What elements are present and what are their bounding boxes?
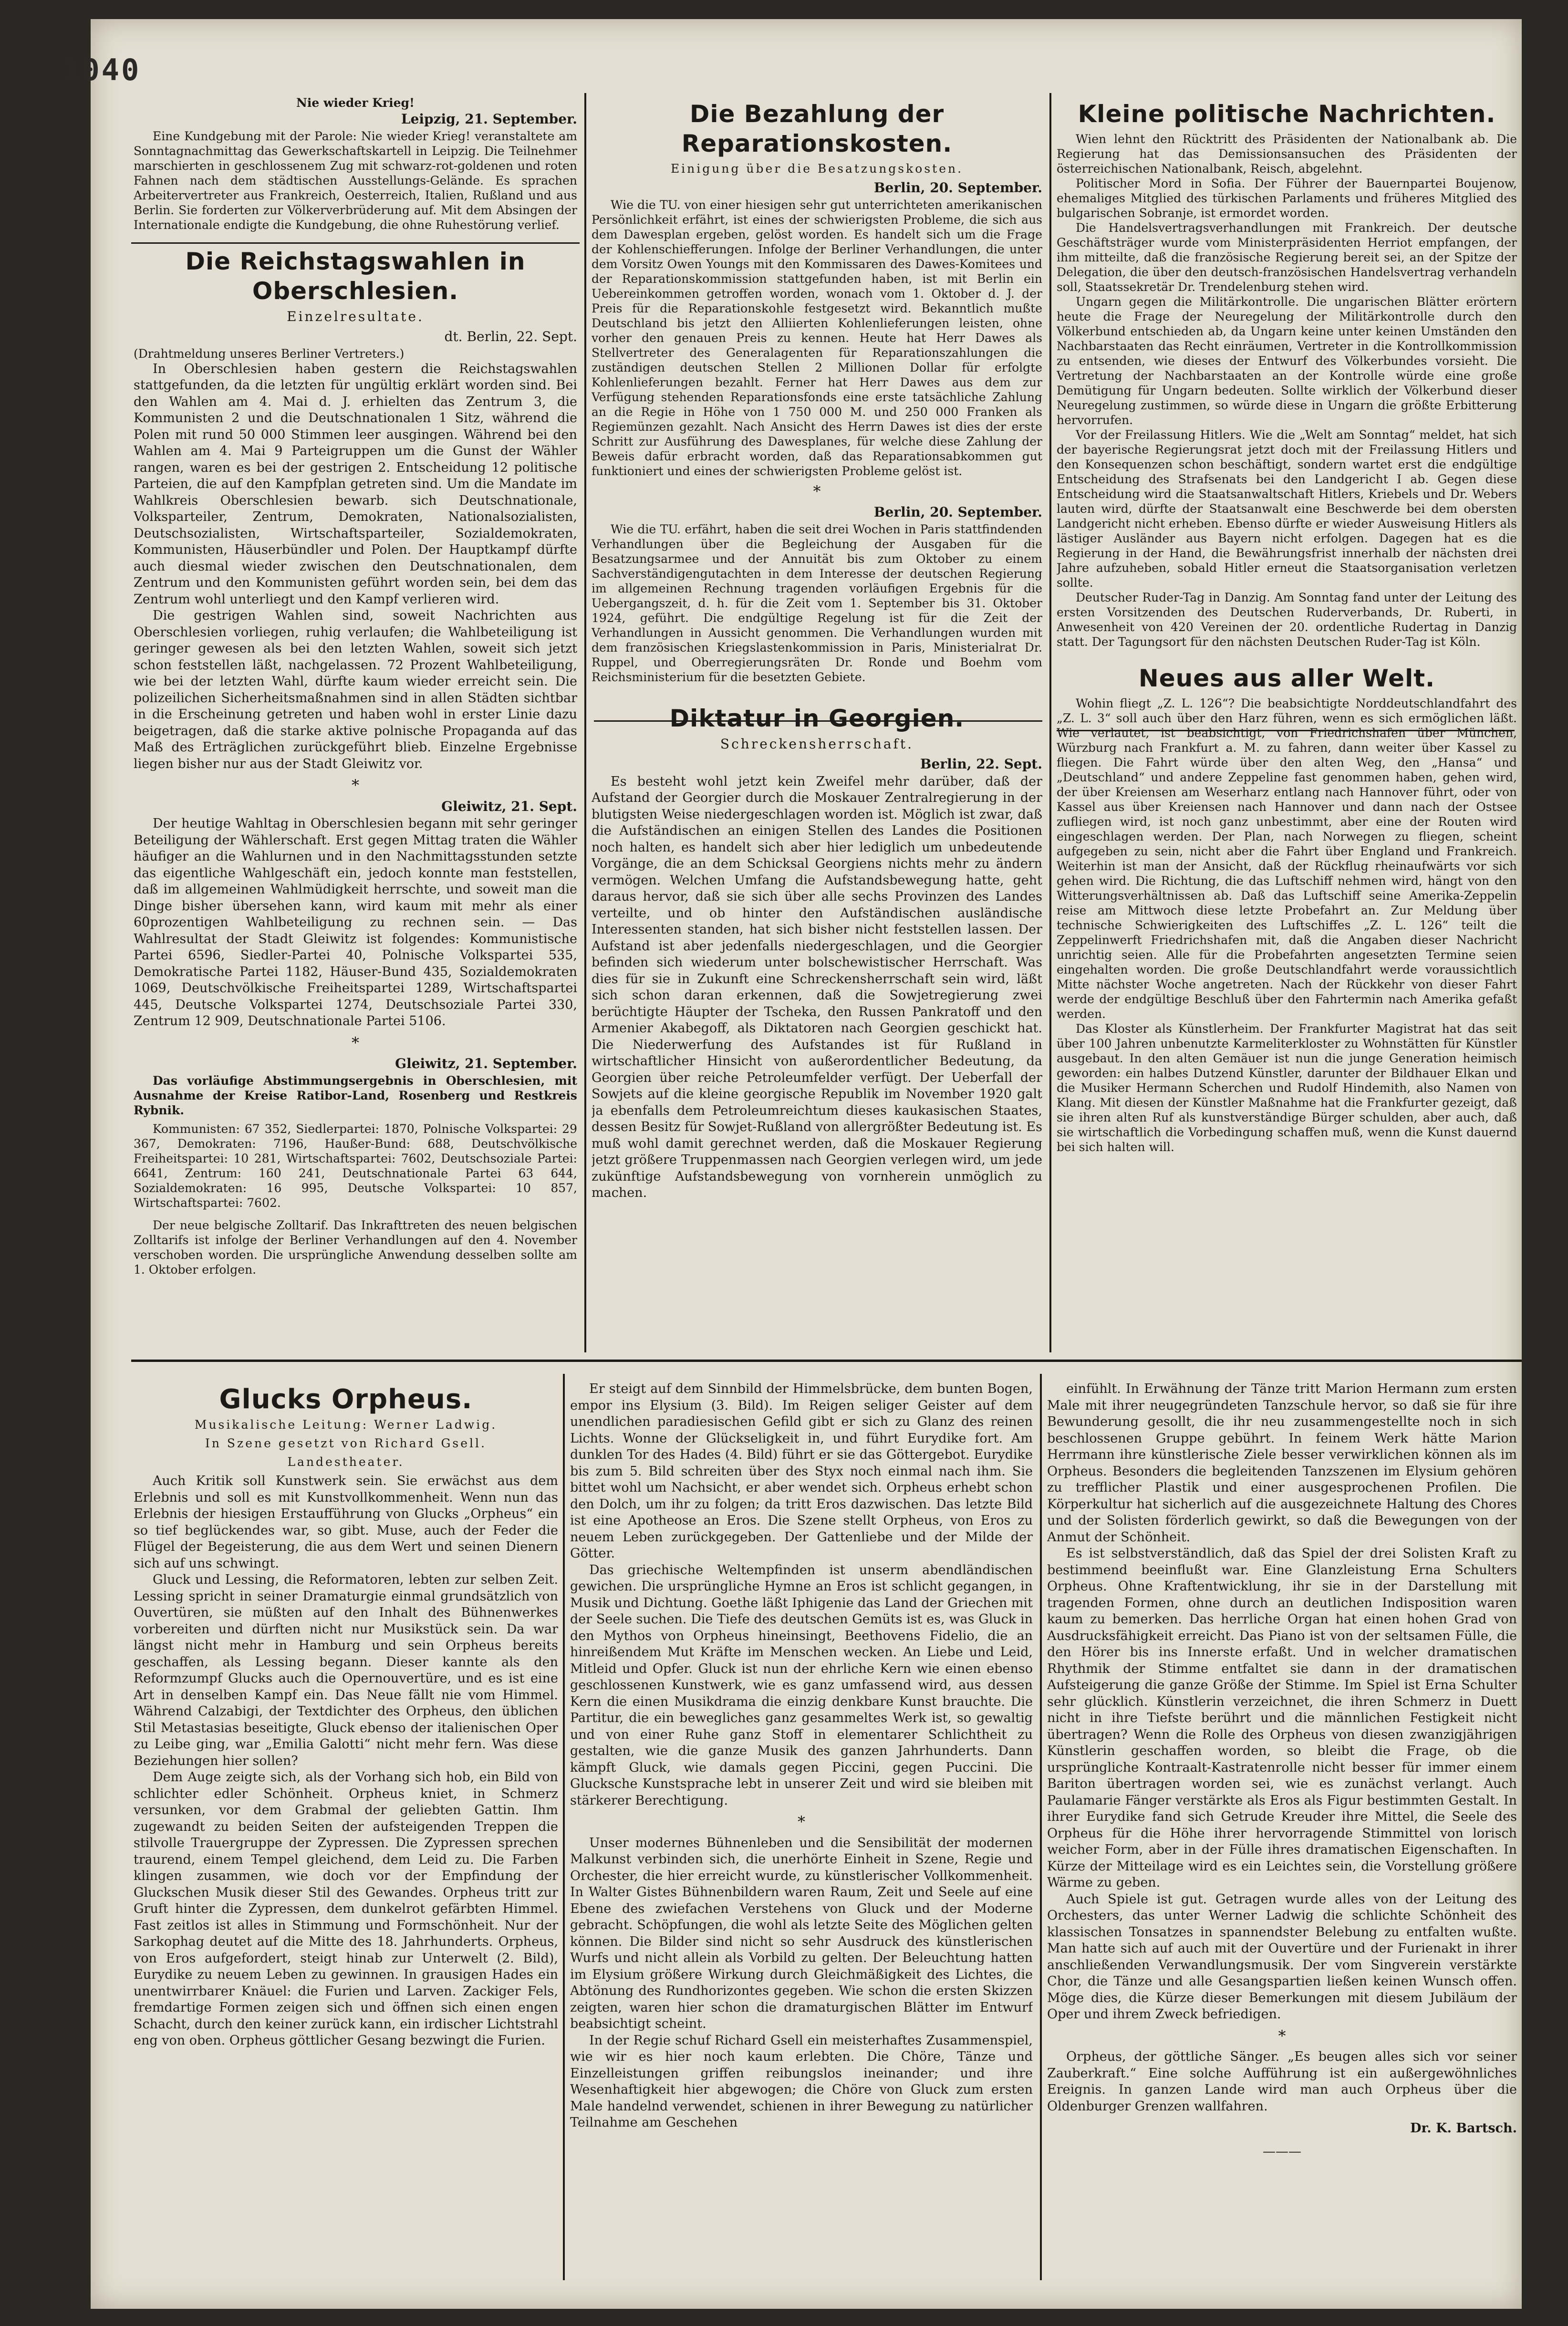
star-divider: * <box>798 1813 805 1831</box>
article-paragraph: Wie die TU. von einer hiesigen sehr gut unterrichteten amerikanischen Persönlichkeit erfährt, ist eines der schwierigsten Probleme, die sich aus dem Dawesplan ergeben, gelöst worden. Es handelt sich um die Frage der Kohlenschiefferungen. Infolge der Berliner Verhandlungen, die unter dem Vorsitz Owen Youngs mit den Kommissaren des Dawes-Komitees und der Reparationskommission stattgefunden haben, ist mit Berlin ein Uebereinkommen getroffen worden, wonach vom 1. Oktober d. J. der Preis für die Reparationskohle festgesetzt wird. Bekanntlich mußte Deutschland bis jetzt den Alliierten Kohlenlieferungen leisten, ohne vorher den genauen Preis zu kennen. Heute hat Herr Dawes als Stellvertreter des Generalagenten für Reparationszahlungen die zuständigen deutschen Stellen 2 Millionen Dollar für erfolgte Kohlenlieferungen bezahlt. Ferner hat Herr Dawes aus dem zur Verfügung stehenden Reparationsfonds eine erste tatsächliche Zahlung an die Regie in Höhe von 1 750 000 M. und 250 000 Franken als Regiemünzen gezahlt. Nach Ansicht des Herrn Dawes ist dies der erste Schritt zur Ausführung des Dawesplanes, für welche diese Zahlung der Beweis dafür erbracht worden, daß das Reparationsabkommen gut funktioniert und eines der schwierigsten Probleme gelöst ist. <box>592 197 1042 478</box>
review-paragraph: Orpheus, der göttliche Sänger. „Es beugen alles sich vor seiner Zauberkraft.“ Eine solche Aufführung ist ein außergewöhnliches Ereignis. In ganzen Lande wird man auch Orpheus über die Oldenburger Grenzen wallfahren. <box>1047 2049 1517 2114</box>
review-paragraph: Dem Auge zeigte sich, als der Vorhang sich hob, ein Bild von schlichter edler Schönheit. Orpheus kniet, in Schmerz versunken, vor dem Grabmal der geliebten Gattin. Ihm zugewandt zu beiden Seiten der aufsteigenden Treppen die stilvolle Trauergruppe der Zypressen. Die Zypressen sprechen traurend, einem Tempel gleichend, dem Leid zu. Die Farben klingen zusammen, wie doch vor der Empfindung der Gluckschen Musik dieser Stil des Gewandes. Orpheus tritt zur Gruft hinter die Zypressen, dem dunkelrot gefärbten Himmel. Fast zeitlos ist alles in Stimmung und Formschönheit. Nur der Sarkophag deutet auf die Mitte des 18. Jahrhunderts. Orpheus, von Eros aufgefordert, steigt hinab zur Unterwelt (2. Bild), Eurydike zu neuem Leben zu gewinnen. In grausigen Hades ein unentwirrbarer Knäuel: die Furien und Larven. Zackiger Fels, fremdartige Formen zeigen sich und öffnen sich einen engen Schacht, durch den keiner zurück kann, ein irdischer Lichtstrahl eng von oben. Orpheus göttlicher Gesang bezwingt die Furien. <box>134 1770 558 2048</box>
kicker: Musikalische Leitung: Werner Ladwig. <box>194 1418 498 1432</box>
dateline: Leipzig, 21. September. <box>401 111 577 127</box>
star-divider: * <box>352 776 359 794</box>
kicker: Einigung über die Besatzungskosten. <box>670 162 964 176</box>
author-signature: Dr. K. Bartsch. <box>1410 2121 1517 2136</box>
review-paragraph: Unser modernes Bühnenleben und die Sensibilität der modernen Malkunst verbinden sich, die unerhörte Einheit in Szene, Regie und Orchester, die hier erreicht wurde, zu künstlerischer Vollkommenheit. In Walter Gistes Bühnenbildern waren Raum, Zeit und Seele auf eine Ebene des zwiefachen Verstehens von Gluck und der Moderne gebracht. Schöpfungen, die wohl als letzte Seite des Möglichen gelten können. Die Bilder sind nicht so sehr Ausdruck des künstlerischen Wurfs und nicht allein als Vorbild zu gelten. Der Beleuchtung hatten im Elysium größere Wirkung durch Gleichmäßigkeit des Lichtes, die Abtönung des Rundhorizontes gegeben. Wie schon die ersten Skizzen zeigten, waren hier schon die dramaturgischen Blätter im Entwurf beabsichtigt scheint. <box>570 1835 1033 2031</box>
kicker: Schreckensherrschaft. <box>720 736 914 752</box>
article-paragraph: In Oberschlesien haben gestern die Reichstagswahlen stattgefunden, da die letzten für ungültig erklärt worden sind. Bei den Wahlen am 4. Mai d. J. erhielten das Zentrum 3, die Kommunisten 2 und die Deutschnationalen 1 Sitz, während die Polen mit rund 50 000 Stimmen leer ausgingen. Während bei den Wahlen am 4. Mai 9 Parteigruppen um die Gunst der Wähler rangen, waren es bei der gestrigen 2. Entscheidung 12 politische Parteien, die auf den Kampfplan getreten sind. Um die Mandate im Wahlkreis Oberschlesien bewarb. sich Deutschnationale, Volksparteiler, Zentrum, Demokraten, Nationalsozialisten, Deutschsozialisten, Wirtschaftsparteiler, Sozialdemokraten, Kommunisten, Häuserbündler und Polen. Der Hauptkampf dürfte auch diesmal wieder zwischen den Deutschnationalen, dem Zentrum und den Kommunisten geführt worden sein, bei dem das Zentrum wohl unterliegt und den Kampf verlieren wird. <box>134 361 577 607</box>
news-item: Die Handelsvertragsverhandlungen mit Frankreich. Der deutsche Geschäftsträger wurde vom Ministerpräsidenten Herriot empfangen, der ihm mitteilte, daß die französische Regierung bereit sei, an der Spitze der Delegation, die über den deutsch-französischen Handelsvertrag verhandeln soll, Staatssekretär Dr. Trendelenburg stehen wird. <box>1057 221 1517 294</box>
article-paragraph: Das vorläufige Abstimmungsergebnis in Oberschlesien, mit Ausnahme der Kreise Ratibor-Land, Rosenberg und Restkreis Rybnik. <box>134 1073 577 1117</box>
article-paragraph: Die gestrigen Wahlen sind, soweit Nachrichten aus Oberschlesien vorliegen, ruhig verlaufen; die Wahlbeteiligung ist geringer gewesen als bei den letzten Wahlen, soweit sich jetzt schon feststellen läßt, nachgelassen. 72 Prozent Wahlbeteiligung, wie bei der letzten Wahl, dürfte kaum wieder erreicht sein. Die polizeilichen Sicherheitsmaßnahmen sind in allen Städten sichtbar in die Erscheinung getreten und haben wohl in erster Linie dazu beigetragen, daß die starke aktive polnische Propaganda auf das Maß des Erträglichen zurückgeführt blieb. Einzelne Ergebnisse liegen bisher nur aus der Stadt Gleiwitz vor. <box>134 608 577 771</box>
feuilleton-column-3 <box>1047 1381 1517 2278</box>
feuilleton-column-1 <box>134 1381 558 2278</box>
article-paragraph: Wie die TU. erfährt, haben die seit drei Wochen in Paris stattfindenden Verhandlungen über die Begleichung der Ausgaben für die Besatzungsarmee und der Annuität bis zum Oktober zu einem Sachverständigengutachten in dem Interesse der deutschen Regierung im allgemeinen Rechnung tragenden vorläufigen Ergebnis für die Uebergangszeit, d. h. für die Zeit vom 1. September bis 31. Oktober 1924, geführt. Die endgültige Regelung ist für die Zeit der Verhandlungen in Aussicht genommen. Die Verhandlungen wurden mit dem französischen Kriegslastenkommission in Paris, Ministerialrat Dr. Ruppel, und Oberregierungsräten Dr. Ronde und Boehm vom Reichsministerium für die besetzten Gebiete. <box>592 522 1042 684</box>
column-divider <box>1040 1374 1042 2280</box>
headline-reichstagswahlen: Die Reichstagswahlen in Oberschlesien. <box>185 247 526 305</box>
dateline: Berlin, 22. Sept. <box>920 756 1042 772</box>
column-divider <box>1049 93 1051 1352</box>
column-divider <box>563 1374 565 2280</box>
article-paragraph: Es besteht wohl jetzt kein Zweifel mehr darüber, daß der Aufstand der Georgier durch die Moskauer Zentralregierung in der blutigsten Weise niedergeschlagen worden ist. Möglich ist zwar, daß die Aufständischen an einigen Stellen des Landes die Positionen noch halten, es handelt sich aber hier lediglich um unbedeutende Vorgänge, die an dem Schicksal Georgiens nichts mehr zu ändern vermögen. Welchen Umfang die Aufstandsbewegung hatte, geht daraus hervor, daß sie sich über alle sechs Provinzen des Landes verteilte, und ob hinter den Aufständischen ausländische Interessenten standen, hat sich bisher nicht feststellen lassen. Der Aufstand ist aber jedenfalls niedergeschlagen, und die Georgier befinden sich wiederum unter bolschewistischer Herrschaft. Was dies für sie in Zukunft eine Schreckensherrschaft sein wird, läßt sich schon daran erkennen, daß die Sowjetregierung zwei berüchtigte Häupter der Tscheka, den Russen Pankratoff und den Armenier Akabegoff, als Diktatoren nach Georgien geschickt hat. Die Niederwerfung des Aufstandes ist für Rußland in wirtschaftlicher Hinsicht von außerordentlicher Bedeutung, da Georgien über reiche Petroleumfelder verfügt. Der Ueberfall der Sowjets auf die kleine georgische Republik im November 1920 galt ja ebenfalls dem Petroleumreichtum dieses kaukasischen Staates, dessen Besitz für Sowjet-Rußland von allergrößter Bedeutung ist. Es muß wohl damit gerechnet werden, daß die Moskauer Regierung jetzt größere Truppenmassen nach Georgien verlegen wird, um jede zukünftige Aufstandsbewegung von vornherein unmöglich zu machen. <box>592 774 1042 1200</box>
star-divider: * <box>813 482 821 500</box>
review-paragraph: Es ist selbstverständlich, daß das Spiel der drei Solisten Kraft zu bestimmend beeinflußt war. Eine Glanzleistung Erna Schulters Orpheus. Ohne Kraftentwicklung, ihr sie in der Darstellung mit tragenden Formen, ohne durch an deutlichen Indisposition waren kaum zu bemerken. Das herrliche Organ hat einen hohen Grad von Ausdrucksfähigkeit erreicht. Das Piano ist von der seltsamen Fülle, die den Hörer bis ins Innerste erfaßt. Und in welcher dramatischen Rhythmik der Stimme entfaltet sie dann in der dramatischen Aufsteigerung die ganze Größe der Stimme. Im Spiel ist Erna Schulter sehr glücklich. Künstlerin verzeichnet, die ihren Schmerz in Duett nicht in ihre Tiefste berührt und die männlichen Festigkeit nicht übertragen? Wenn die Rolle des Orpheus von diesen zwanzigjährigen Künstlerin geschaffen worden, so bleibt die Frage, ob die ursprüngliche Kontraalt-Kastratenrolle nicht besser für immer einem Bariton übertragen worden sei, wie es zunächst verlangt. Auch Paulamarie Fänger verstärkte als Eros als Figur bestimmten Gestalt. In ihrer Eurydike fand sich Getrude Kreuder ihre Mittel, die Seele des Orpheus für die Höhe ihrer hervorragende Stimmittel von lorisch weicher Form, aber in der Fülle ihres dramatischen Eigenschaften. In Kürze der Mitteilage wird es ein Leichtes sein, die Vorstellung größere Wärme zu geben. <box>1047 1546 1517 1890</box>
feuilleton-column-2 <box>570 1381 1033 2278</box>
article-paragraph: Der heutige Wahltag in Oberschlesien begann mit sehr geringer Beteiligung der Wählerschaft. Erst gegen Mittag traten die Wähler häufiger an die Wahlurnen und in den Nachmittagsstunden setzte das eigentliche Wahlgeschäft ein, jedoch konnte man feststellen, daß im allgemeinen Wahlmüdigkeit herrschte, und soweit man die Dinge bisher übersehen kann, wird kaum mit mehr als einer 60prozentigen Wahlbeteiligung zu rechnen sein. — Das Wahlresultat der Stadt Gleiwitz ist folgendes: Kommunistische Partei 6596, Siedler-Partei 40, Polnische Volkspartei 535, Demokratische Partei 1182, Häuser-Bund 435, Sozialdemokraten 1069, Deutschvölkische Freiheitspartei 1289, Wirtschaftspartei 445, Deutsche Volkspartei 1274, Deutschsoziale Partei 330, Zentrum 12 909, Deutschnationale Partei 5106. <box>134 816 577 1028</box>
dateline: Berlin, 20. September. <box>873 180 1042 196</box>
headline-diktatur-georgien: Diktatur in Georgien. <box>669 704 965 732</box>
column-3 <box>1057 95 1517 1352</box>
headline-kleine-nachrichten: Kleine politische Nachrichten. <box>1078 100 1496 128</box>
review-paragraph: Gluck und Lessing, die Reformatoren, lebten zur selben Zeit. Lessing spricht in seiner Dramaturgie einmal grundsätzlich von Ouvertüren, sie müßten auf den Inhalt des Bühnenwerkes vorbereiten und dürften nicht nur Musikstück sein. Da war längst nicht mehr in Hamburg und sein Orpheus bereits geschaffen, als Lessing begann. Dieser kannte als den Reformzumpf Glucks auch die Opernouvertüre, und es ist eine Art in denselben Kampf ein. Das Neue fällt nie vom Himmel. Während Calzabigi, der Textdichter des Orpheus, den üblichen Stil Metastasias beseitigte, Gluck ebenso der italienischen Oper zu Leibe ging, war „Emilia Galotti“ nicht mehr fern. Was diese Beziehungen hier sollen? <box>134 1572 558 1768</box>
dateline: Berlin, 20. September. <box>873 504 1042 520</box>
feuilleton-separator <box>131 1360 1522 1362</box>
review-paragraph: Er steigt auf dem Sinnbild der Himmelsbrücke, dem bunten Bogen, empor ins Elysium (3. Bild). Im Reigen seliger Geister auf dem unendlichen paradiesischen Gefild gibt er sich zu Glanz des reinen Lichts. Wonne der Glückseligkeit in, und führt Eurydike fort. Am dunklen Tor des Hades (4. Bild) führt er sie das Göttergebot. Eurydike bis zum 5. Bild schreiten über des Styx noch einmal nach ihm. Sie bittet wohl um Nachsicht, er aber wendet sich. Orpheus erhebt schon den Dolch, um ihr zu folgen; da tritt Eros dazwischen. Das letzte Bild ist eine Apotheose an Eros. Die Szene stellt Orpheus, von Eros zu neuem Leben zurückgegeben. Der Gattenliebe und der Milde der Götter. <box>570 1381 1033 1561</box>
news-item: Wohin fliegt „Z. L. 126“? Die beabsichtigte Norddeutschlandfahrt des „Z. L. 3“ soll auch über den Harz führen, wenn es sich ermöglichen läßt. Wie verlautet, ist beabsichtigt, von Friedrichshafen über München, Würzburg nach Frankfurt a. M. zu fahren, dann weiter über Kassel zu fliegen. Die Fahrt würde über den alten Weg, den „Hansa“ und „Deutschland“ und andere Zeppeline fast genommen haben, gehen wird, der über Kreiensen am Weserharz entlang nach Hannover führt, oder von Kassel aus über Kreiensen nach Hannover und dann nach der Ostsee zufliegen wird, ist noch ganz unbestimmt, aber eine der Routen wird eingeschlagen werden. Der Plan, nach Norwegen zu fliegen, scheint aufgegeben zu sein, nicht aber die Fahrt über England und Frankreich. Weiterhin ist man der Ansicht, daß der Rückflug rheinaufwärts vor sich gehen wird. Die Richtung, die das Luftschiff nehmen wird, hängt von den Witterungsverhältnissen ab. Daß das Luftschiff seine Amerika-Zeppelin reise am Mittwoch diese letzte Probefahrt an. Zur Meldung über technische Schwierigkeiten des Luftschiffes „Z. L. 126“ teilt die Zeppelinwerft Friedrichshafen mit, daß die Angaben dieser Nachricht unrichtig seien. Alle für die Probefahrten angesetzten Termine seien eingehalten worden. Die große Deutschlandfahrt werde voraussichtlich Mitte nächster Woche angetreten. Nach der Rückkehr von dieser Fahrt werde der endgültige Beschluß über den Fahrtermin nach Amerika gefaßt werden. <box>1057 696 1517 1021</box>
article-text: Eine Kundgebung mit der Parole: Nie wieder Krieg! veranstaltete am Sonntagnachmittag das Gewerkschaftskartell in Leipzig. Die Teilnehmer marschierten in geschlossenem Zug mit schwarz-rot-goldenen und roten Fahnen nach dem städtischen Ausstellungs-Gelände. Es sprachen Arbeitervertreter aus Frankreich, Oesterreich, Italien, Rußland und aus Berlin. Sie forderten zur Völkerverbrüderung auf. Mit dem Absingen der Internationale endigte die Kundgebung, die ohne Ruhestörung verlief. <box>134 129 577 232</box>
kicker: Landestheater. <box>287 1455 405 1469</box>
column-2 <box>592 95 1042 1352</box>
article-paragraph: Der neue belgische Zolltarif. Das Inkrafttreten des neuen belgischen Zolltarifs ist infolge der Berliner Verhandlungen auf den 4. November verschoben worden. Die ursprüngliche Anwendung desselben sollte am 1. Oktober erfolgen. <box>134 1218 577 1277</box>
headline-reparationskosten: Die Bezahlung der Reparationskosten. <box>681 100 953 157</box>
kicker-nie-wieder-krieg: Nie wieder Krieg! <box>296 96 415 110</box>
review-paragraph: In der Regie schuf Richard Gsell ein meisterhaftes Zusammenspiel, wie wir es hier noch kaum erlebten. Die Chöre, Tänze und Einzelleistungen griffen reibungslos ineinander; und ihre Wesenhaftigkeit hier abgewogen; die Chöre von Gluck zum ersten Male handelnd verwendet, schienen in ihrer Bewegung zu natürlicher Teilnahme am Geschehen <box>570 2033 1033 2130</box>
end-rule: ——— <box>1263 2144 1301 2159</box>
review-paragraph: Das griechische Weltempfinden ist unserm abendländischen gewichen. Die ursprüngliche Hymne an Eros ist schlicht gegangen, in Musik und Dichtung. Goethe läßt Iphigenie das Land der Griechen mit der Seele suchen. Die Tiefe des deutschen Gemüts ist es, was Gluck in den Mythos von Orpheus hineinsingt, Beethovens Fidelio, die an hinreißendem Mut Kräfte im Menschen wecken. An Liebe und Leid, Mitleid und Opfer. Gluck ist nun der ehrliche Kern wie einen ebenso geschlossenen Kunstwerk, wie es ganz umfassend wird, aus dessen Kern die einen Musikdrama die einzig denkbare Kunst brauchte. Die Partitur, die ein bewegliches ganz gesammeltes Werk ist, so gewaltig und von einer Ruhe ganz Stoff in elementarer Schlichtheit zu gestalten, wie die ganze Musik des ganzen Jahrhunderts. Dann kämpft Gluck, wie damals gegen Piccini, gegen Puccini. Die Glucksche Kunstsprache lebt in unserer Zeit und wird sie bleiben mit stärkerer Berechtigung. <box>570 1562 1033 1808</box>
star-divider: * <box>352 1033 359 1052</box>
review-paragraph: einfühlt. In Erwähnung der Tänze tritt Marion Hermann zum ersten Male mit ihrer neugegründeten Tanzschule hervor, so daß sie für ihre Bewunderung gesollt, die ihr neu zusammengestellte noch in sich beschlossenen Gruppe gebührt. In feinem Werk hätte Marion Herrmann ihre künstlerische Ziele besser verwirklichen können als im Orpheus. Besonders die begleitenden Tanzszenen im Elysium gehören zu trefflicher Plastik und einer ausgesprochenen Profilen. Die Körperkultur hat sicherlich auf die ausgezeichnete Haltung des Chores und der Solisten förderlich gewirkt, so daß die Bewegungen von der Anmut der Schönheit. <box>1047 1381 1517 1545</box>
dateline: Gleiwitz, 21. Sept. <box>441 798 577 814</box>
news-item: Politischer Mord in Sofia. Der Führer der Bauernpartei Boujenow, ehemaliges Mitglied des türkischen Parlaments und früheres Mitglied des bulgarischen Sobranje, ist ermordet worden. <box>1057 177 1517 220</box>
dateline: dt. Berlin, 22. Sept. <box>444 329 577 344</box>
headline-neues-aus-aller-welt: Neues aus aller Welt. <box>1138 665 1435 692</box>
dateline: Gleiwitz, 21. September. <box>395 1056 577 1071</box>
news-item: Vor der Freilassung Hitlers. Wie die „Welt am Sonntag“ meldet, hat sich der bayerische Regierungsrat jetzt doch mit der Freilassung Hitlers und den Konsequenzen schon beschäftigt, sondern wartet erst die endgültige Entscheidung des Strafsenats bei den Landgericht I ab. Gegen diese Entscheidung wird die Staatsanwaltschaft Hitlers, Kriebels und Dr. Webers lauten wird, dürfte der Staatsanwalt eine Beschwerde bei dem obersten Landgericht nicht erheben. Ebenso dürfte er wieder Ausweisung Hitlers als lästiger Ausländer aus Bayern nicht erfolgen. Dagegen hat es die Regierung in der Hand, die Bewährungsfrist innerhalb der nächsten drei Jahre aufzuheben, sobald Hitler erneut die Staatsorganisation verletzen sollte. <box>1057 428 1517 590</box>
star-divider: * <box>1278 2026 1286 2045</box>
article-paragraph: Kommunisten: 67 352, Siedlerpartei: 1870, Polnische Volkspartei: 29 367, Demokraten: 7196, Haußer-Bund: 688, Deutschvölkische Freiheitspartei: 10 281, Wirtschaftspartei: 7602, Deutschsoziale Partei: 6641, Zentrum: 160 241, Deutschnationale Partei 63 644, Sozialdemokraten: 16 995, Deutsche Volkspartei: 10 857, Wirtschaftspartei: 7602. <box>134 1121 577 1210</box>
news-item: Ungarn gegen die Militärkontrolle. Die ungarischen Blätter erörtern heute die Frage der Neuregelung der Militärkontrolle durch den Völkerbund entschieden ab, da Ungarn keine unter keinen Umständen den Nachbarstaaten das Recht einräumen, Vertreter in die Kontrollkommission zu entsenden, wie dieses der Entwurf des Völkerbundes vorsieht. Die Vertretung der Nachbarstaaten an der Kontrolle würde eine große Demütigung für Ungarn bedeuten. Sollte wirklich der Völkerbund dieser Neuregelung zustimmen, so würde diese in Ungarn die größte Erbitterung hervorrufen. <box>1057 295 1517 427</box>
column-divider <box>584 93 586 1352</box>
article-note: (Drahtmeldung unseres Berliner Vertreters.) <box>134 346 405 361</box>
review-paragraph: Auch Kritik soll Kunstwerk sein. Sie erwächst aus dem Erlebnis und soll es mit Kunstvollkommenheit. Wenn nun das Erlebnis der hiesigen Erstaufführung von Glucks „Orpheus“ ein so tief beglückendes war, so gibt. Muse, auch der Feder die Flügel der Begeisterung, die aus dem Wert und seinen Dienern sich auf uns schwingt. <box>134 1474 558 1571</box>
news-item: Das Kloster als Künstlerheim. Der Frankfurter Magistrat hat das seit über 100 Jahren unbenutzte Karmeliterkloster zu Wohnstätten für Künstler ausgebaut. In den alten Gemäuer ist nun die junge Generation heimisch geworden: ein halbes Dutzend Künstler, darunter der Bildhauer Elkan und die Musiker Hermann Scherchen und Rudolf Hindemith, also Namen von Klang. Mit diesen der Künstler Maßnahme hat die Frankfurter gezeigt, daß sie ihren alten Ruf als kunstverständige Bürger schulden, aber auch, daß sie wirtschaftlich die Vorbedingung schaffen muß, wenn die Kunst dauernd bei sich halten will. <box>1057 1022 1517 1154</box>
column-1 <box>134 95 577 1352</box>
kicker: In Szene gesetzt von Richard Gsell. <box>205 1436 487 1450</box>
review-paragraph: Auch Spiele ist gut. Getragen wurde alles von der Leitung des Orchesters, das unter Werner Ladwig die schlichte Schönheit des klassischen Tonsatzes in spannendster Belebung zu entfalten wußte. Man hatte sich auf auch mit der Ouvertüre und der Furienakt in ihrer anschließenden Verwandlungsmusik. Der vom Singverein verstärkte Chor, die Tänze und alle Gesangspartien ließen keinen Wunsch offen. Möge dies, die Kürze dieser Bemerkungen mit diesem Jubiläum der Oper und ihrem Zweck befriedigen. <box>1047 1891 1517 2022</box>
kicker: Einzelresultate. <box>287 308 424 324</box>
news-item: Deutscher Ruder-Tag in Danzig. Am Sonntag fand unter der Leitung des ersten Vorsitzenden des Deutschen Ruderverbands, Dr. Ruberti, in Anwesenheit von 420 Vereinen der 20. ordentliche Rudertag in Danzig statt. Der Tagungsort für den nächsten Deutschen Ruder-Tag ist Köln. <box>1057 591 1517 649</box>
page-number: 1040 <box>62 52 141 87</box>
headline-glucks-orpheus: Glucks Orpheus. <box>219 1384 473 1415</box>
news-item: Wien lehnt den Rücktritt des Präsidenten der Nationalbank ab. Die Regierung hat das Demissionsansuchen des Präsidenten der österreichischen Nationalbank, Reisch, abgelehnt. <box>1057 132 1517 176</box>
